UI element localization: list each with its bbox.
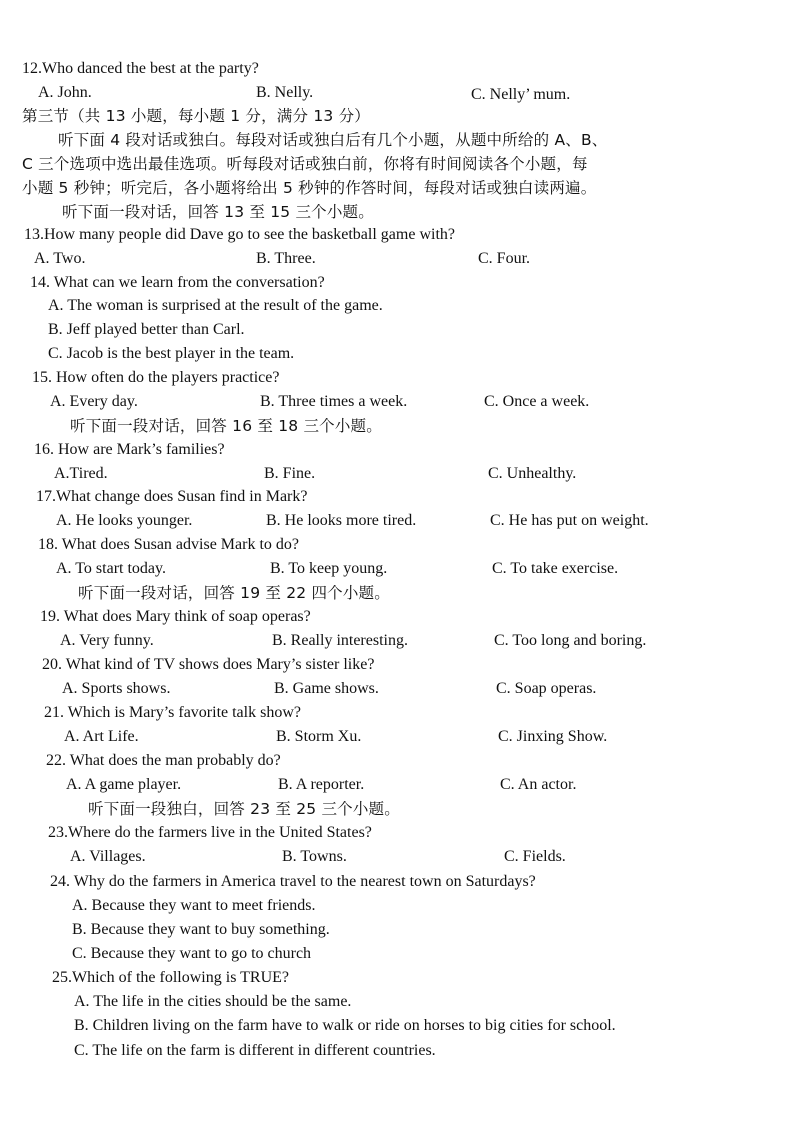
- q23-option-a: A. Villages.: [70, 848, 146, 865]
- q19-option-c: C. Too long and boring.: [494, 632, 647, 649]
- q17-option-c: C. He has put on weight.: [490, 512, 649, 529]
- q24-option-b: B. Because they want to buy something.: [72, 921, 330, 938]
- q17-stem: 17.What change does Susan find in Mark?: [36, 488, 308, 505]
- q25-option-a: A. The life in the cities should be the same.: [74, 993, 352, 1010]
- section-instruction-line-2: C 三个选项中选出最佳选项。听每段对话或独白前，你将有时间阅读各个小题，每: [22, 155, 588, 173]
- q22-option-a: A. A game player.: [66, 776, 182, 793]
- q25-option-b: B. Children living on the farm have to walk or ride on horses to big cities for school.: [74, 1017, 616, 1034]
- q23-stem: 23.Where do the farmers live in the United States?: [48, 824, 372, 841]
- q25-option-c: C. The life on the farm is different in different countries.: [74, 1042, 436, 1059]
- q18-option-a: A. To start today.: [56, 560, 166, 577]
- q15-option-b: B. Three times a week.: [260, 393, 408, 410]
- q22-option-c: C. An actor.: [500, 776, 577, 793]
- q19-stem: 19. What does Mary think of soap operas?: [40, 608, 311, 625]
- q24-stem: 24. Why do the farmers in America travel to the nearest town on Saturdays?: [50, 873, 536, 890]
- q18-stem: 18. What does Susan advise Mark to do?: [38, 536, 299, 553]
- q20-option-b: B. Game shows.: [274, 680, 379, 697]
- q21-option-b: B. Storm Xu.: [276, 728, 362, 745]
- q15-option-c: C. Once a week.: [484, 393, 590, 410]
- q25-stem: 25.Which of the following is TRUE?: [52, 969, 289, 986]
- q20-stem: 20. What kind of TV shows does Mary’s sister like?: [42, 656, 375, 673]
- q13-stem: 13.How many people did Dave go to see the basketball game with?: [24, 226, 455, 243]
- section-instruction-line-1: 听下面 4 段对话或独白。每段对话或独白后有几个小题，从题中所给的 A、B、: [58, 131, 608, 149]
- q16-option-b: B. Fine.: [264, 465, 316, 482]
- section-instruction-line-3: 小题 5 秒钟；听完后，各小题将给出 5 秒钟的作答时间，每段对话或独白读两遍。: [22, 179, 597, 197]
- q23-option-c: C. Fields.: [504, 848, 566, 865]
- q16-stem: 16. How are Mark’s families?: [34, 441, 225, 458]
- q14-option-b: B. Jeff played better than Carl.: [48, 321, 245, 338]
- q16-option-a: A.Tired.: [54, 465, 108, 482]
- q12-option-a: A. John.: [38, 84, 92, 101]
- q13-option-c: C. Four.: [478, 250, 531, 267]
- q20-option-a: A. Sports shows.: [62, 680, 171, 697]
- q23-option-b: B. Towns.: [282, 848, 347, 865]
- q13-option-a: A. Two.: [34, 250, 86, 267]
- q12-option-b: B. Nelly.: [256, 84, 314, 101]
- q18-option-b: B. To keep young.: [270, 560, 388, 577]
- listening-direction-16-18: 听下面一段对话，回答 16 至 18 三个小题。: [70, 417, 382, 435]
- q15-option-a: A. Every day.: [50, 393, 138, 410]
- q19-option-b: B. Really interesting.: [272, 632, 408, 649]
- q18-option-c: C. To take exercise.: [492, 560, 619, 577]
- q17-option-a: A. He looks younger.: [56, 512, 193, 529]
- q16-option-c: C. Unhealthy.: [488, 465, 577, 482]
- q21-stem: 21. Which is Mary’s favorite talk show?: [44, 704, 301, 721]
- q21-option-a: A. Art Life.: [64, 728, 139, 745]
- q15-stem: 15. How often do the players practice?: [32, 369, 280, 386]
- q19-option-a: A. Very funny.: [60, 632, 154, 649]
- q22-stem: 22. What does the man probably do?: [46, 752, 281, 769]
- q14-option-c: C. Jacob is the best player in the team.: [48, 345, 295, 362]
- q24-option-a: A. Because they want to meet friends.: [72, 897, 316, 914]
- listening-direction-23-25: 听下面一段独白，回答 23 至 25 三个小题。: [88, 800, 400, 818]
- q14-option-a: A. The woman is surprised at the result of the game.: [48, 297, 383, 314]
- section-heading: 第三节（共 13 小题，每小题 1 分，满分 13 分）: [22, 107, 370, 125]
- q24-option-c: C. Because they want to go to church: [72, 945, 312, 962]
- q12-stem: 12.Who danced the best at the party?: [22, 60, 259, 77]
- listening-direction-13-15: 听下面一段对话，回答 13 至 15 三个小题。: [62, 203, 374, 221]
- q17-option-b: B. He looks more tired.: [266, 512, 417, 529]
- listening-direction-19-22: 听下面一段对话，回答 19 至 22 四个小题。: [78, 584, 390, 602]
- q20-option-c: C. Soap operas.: [496, 680, 597, 697]
- q13-option-b: B. Three.: [256, 250, 316, 267]
- q12-option-c: C. Nelly’ mum.: [471, 86, 571, 103]
- q21-option-c: C. Jinxing Show.: [498, 728, 608, 745]
- q22-option-b: B. A reporter.: [278, 776, 365, 793]
- q14-stem: 14. What can we learn from the conversation?: [30, 274, 325, 291]
